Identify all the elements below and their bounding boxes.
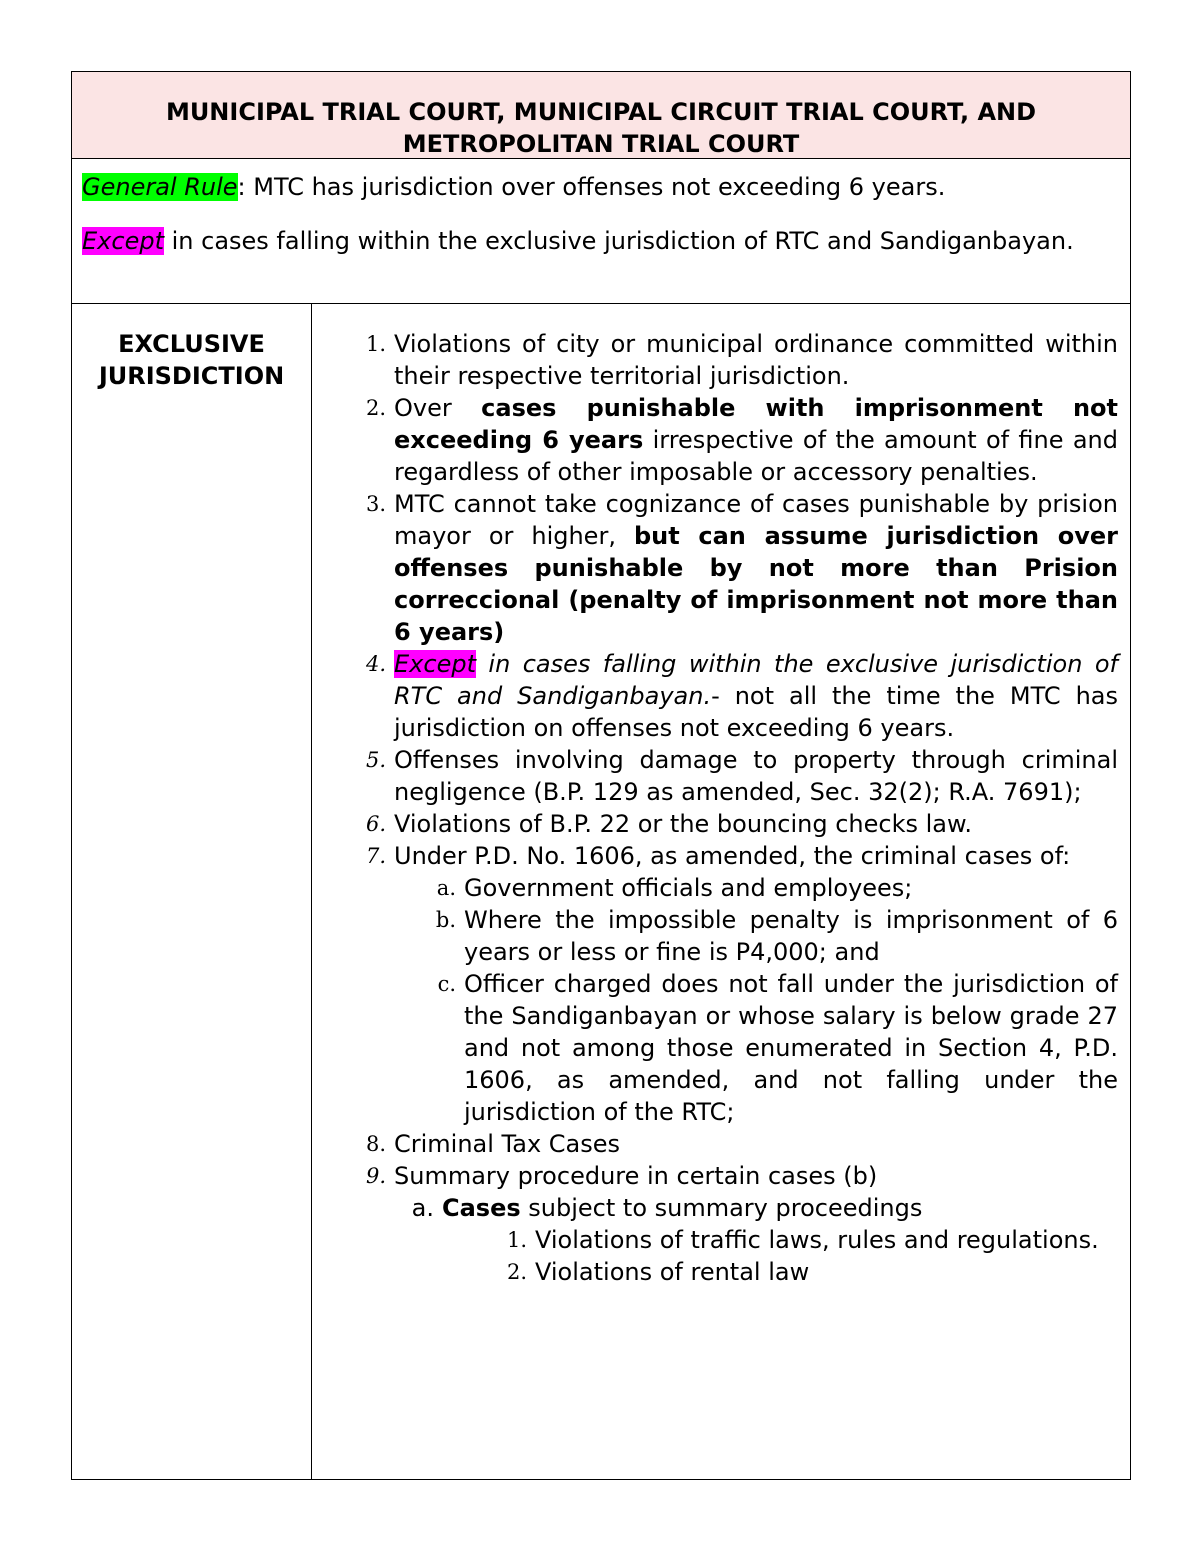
item-text: Where the impossible penalty is imprisonment of 6 years or less or fine is P4,000; and bbox=[464, 906, 1118, 966]
general-rule-section bbox=[72, 159, 1130, 304]
item-number: 8. bbox=[365, 1132, 386, 1156]
exclusive-jurisdiction-row bbox=[72, 304, 1130, 1479]
item-number: 6. bbox=[365, 812, 386, 836]
sub-sub-list-item bbox=[312, 1224, 1118, 1256]
item-text bbox=[394, 488, 1118, 648]
except-text: in cases falling within the exclusive jurisdiction of RTC and Sandiganbayan. bbox=[163, 227, 1074, 255]
item-text: Government officials and employees; bbox=[464, 874, 913, 902]
item-text: Criminal Tax Cases bbox=[394, 1130, 621, 1158]
item-text: Violations of rental law bbox=[535, 1258, 810, 1286]
item-italic-text: in cases falling within the exclusive jurisdiction of RTC and Sandiganbayan. bbox=[394, 650, 1118, 710]
item-text bbox=[394, 648, 1118, 744]
title-line-2: METROPOLITAN TRIAL COURT bbox=[402, 130, 800, 158]
sub-list-item bbox=[312, 872, 1118, 904]
item-text: Violations of B.P. 22 or the bouncing checks law. bbox=[394, 810, 973, 838]
item-letter: a. bbox=[436, 876, 456, 900]
item-letter: c. bbox=[437, 972, 456, 996]
item-text: Offenses involving damage to property through criminal negligence (B.P. 129 as amended, Sec. 32(2); R.A. 7691); bbox=[394, 746, 1118, 806]
item-text: Violations of city or municipal ordinance committed within their respective territorial jurisdiction. bbox=[394, 330, 1118, 390]
list-item bbox=[312, 328, 1118, 392]
list-item bbox=[312, 744, 1118, 808]
item-number: 1. bbox=[365, 332, 386, 356]
item-text bbox=[442, 1192, 1118, 1224]
sub-heading-item bbox=[312, 1192, 1118, 1224]
list-item bbox=[312, 1128, 1118, 1160]
item-bold-text: Cases bbox=[442, 1194, 521, 1222]
except-highlight: Except bbox=[394, 650, 476, 678]
table-title bbox=[72, 72, 1130, 159]
item-text: Violations of traffic laws, rules and regulations. bbox=[535, 1226, 1099, 1254]
list-item bbox=[312, 488, 1118, 648]
jurisdiction-list bbox=[312, 304, 1130, 1479]
list-item bbox=[312, 392, 1118, 488]
except-label: Except bbox=[82, 227, 164, 255]
item-number: 7. bbox=[365, 844, 386, 868]
item-number: 2. bbox=[506, 1260, 527, 1284]
item-text-part: Over bbox=[394, 394, 482, 422]
item-text: Officer charged does not fall under the jurisdiction of the Sandiganbayan or whose salary is below grade 27 and not among those enumerated in Section 4, P.D. 1606, as amended, and not falling under the jurisdiction of the RTC; bbox=[464, 970, 1118, 1126]
exclusive-jurisdiction-heading bbox=[72, 304, 312, 1479]
general-rule-label: General Rule bbox=[82, 173, 238, 201]
item-number: 9. bbox=[365, 1164, 386, 1188]
item-text-part: subject to summary proceedings bbox=[520, 1194, 923, 1222]
sub-list-item bbox=[312, 968, 1118, 1128]
item-text-part: - not all the time the MTC has jurisdiction on offenses not exceeding 6 years. bbox=[394, 682, 1119, 742]
item-number: 3. bbox=[365, 492, 386, 516]
general-rule-text: : MTC has jurisdiction over offenses not exceeding 6 years. bbox=[237, 173, 946, 201]
title-line-1: MUNICIPAL TRIAL COURT, MUNICIPAL CIRCUIT TRIAL COURT, AND bbox=[165, 98, 1037, 126]
general-rule-paragraph bbox=[82, 171, 1120, 203]
list-item bbox=[312, 840, 1118, 872]
list-item bbox=[312, 808, 1118, 840]
item-number: 1. bbox=[506, 1228, 527, 1252]
heading-line-1: EXCLUSIVE bbox=[118, 330, 265, 358]
sub-sub-list-item bbox=[312, 1256, 1118, 1288]
item-letter: a. bbox=[411, 1194, 434, 1222]
item-number: 4. bbox=[365, 652, 386, 676]
item-text: Summary procedure in certain cases (b) bbox=[394, 1162, 878, 1190]
except-paragraph bbox=[82, 225, 1120, 257]
item-number: 2. bbox=[365, 396, 386, 420]
item-text bbox=[394, 392, 1118, 488]
list-item bbox=[312, 648, 1118, 744]
item-letter: b. bbox=[435, 908, 456, 932]
item-text-part: MTC cannot take cognizance of cases punishable by prision mayor or higher, bbox=[394, 490, 1118, 550]
item-text-part: irrespective of the amount of fine and regardless of other imposable or accessory penalties. bbox=[394, 426, 1119, 486]
item-bold-text: but can assume jurisdiction over offenses punishable by not more than Prision correccional (penalty of imprisonment not more than 6 years) bbox=[394, 522, 1118, 646]
item-text: Under P.D. No. 1606, as amended, the criminal cases of: bbox=[394, 842, 1071, 870]
item-bold-text: cases punishable with imprisonment not exceeding 6 years bbox=[394, 394, 1119, 454]
sub-list-item bbox=[312, 904, 1118, 968]
heading-line-2: JURISDICTION bbox=[98, 362, 285, 390]
item-number: 5. bbox=[365, 748, 386, 772]
jurisdiction-table bbox=[71, 71, 1131, 1480]
list-item bbox=[312, 1160, 1118, 1192]
